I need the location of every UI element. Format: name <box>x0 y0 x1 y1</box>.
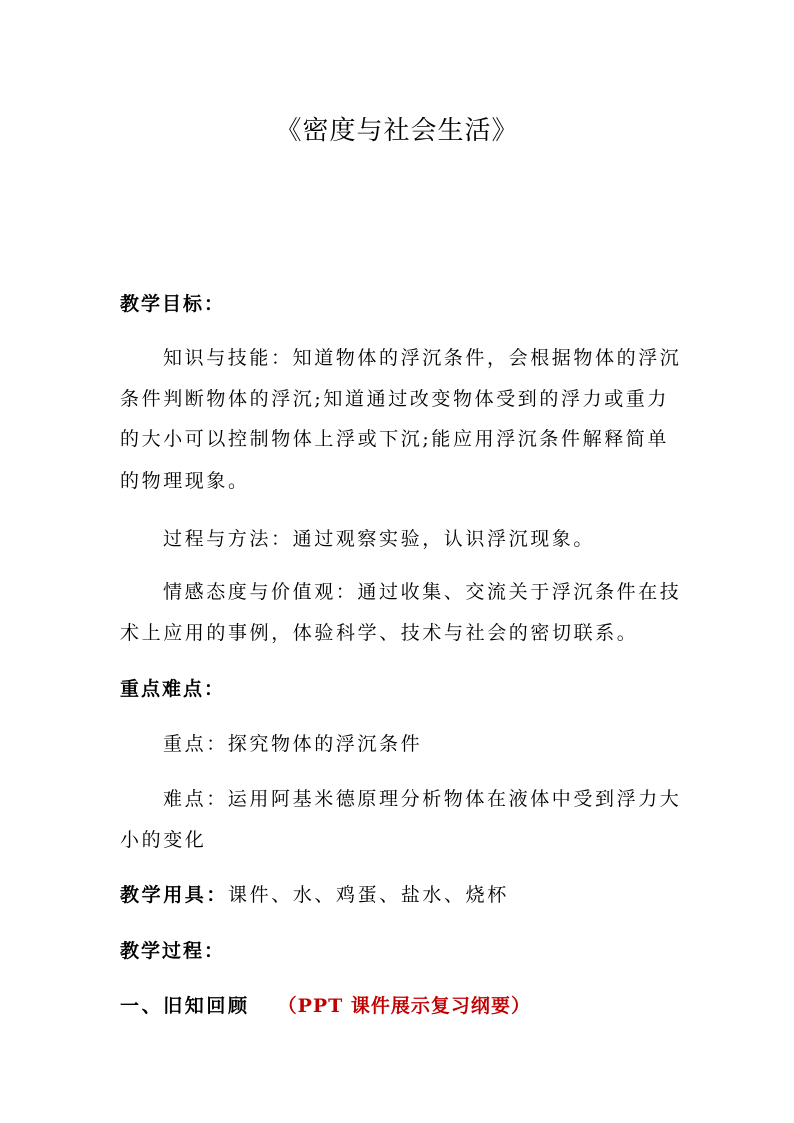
emotion-line-2: 术上应用的事例，体验科学、技术与社会的密切联系。 <box>120 622 639 644</box>
knowledge-line-1: 知识与技能：知道物体的浮沉条件，会根据物体的浮沉 <box>163 347 682 369</box>
step1-note: （PPT 课件展示复习纲要） <box>277 995 531 1017</box>
process-method-line: 过程与方法：通过观察实验，认识浮沉现象。 <box>163 528 596 550</box>
difficulty-line-2: 小的变化 <box>120 829 207 851</box>
step1-line <box>120 994 531 1018</box>
knowledge-line-4: 的物理现象。 <box>120 470 250 492</box>
knowledge-line-2: 条件判断物体的浮沉;知道通过改变物体受到的浮力或重力 <box>120 388 670 410</box>
difficulty-line-1: 难点：运用阿基米德原理分析物体在液体中受到浮力大 <box>163 788 682 810</box>
tools-label: 教学用具： <box>120 884 229 906</box>
emotion-line-1: 情感态度与价值观：通过收集、交流关于浮沉条件在技 <box>163 581 682 603</box>
knowledge-line-3: 的大小可以控制物体上浮或下沉;能应用浮沉条件解释简单 <box>120 428 670 450</box>
tools-items: 课件、水、鸡蛋、盐水、烧杯 <box>228 884 509 906</box>
key-points-heading: 重点难点： <box>120 678 226 700</box>
document-title: 《密度与社会生活》 <box>275 116 519 146</box>
process-heading: 教学过程： <box>120 940 226 962</box>
step1-label: 一、旧知回顾 <box>120 995 250 1017</box>
objectives-heading: 教学目标： <box>120 293 226 315</box>
focus-line: 重点：探究物体的浮沉条件 <box>163 733 423 755</box>
tools-line <box>120 883 509 907</box>
